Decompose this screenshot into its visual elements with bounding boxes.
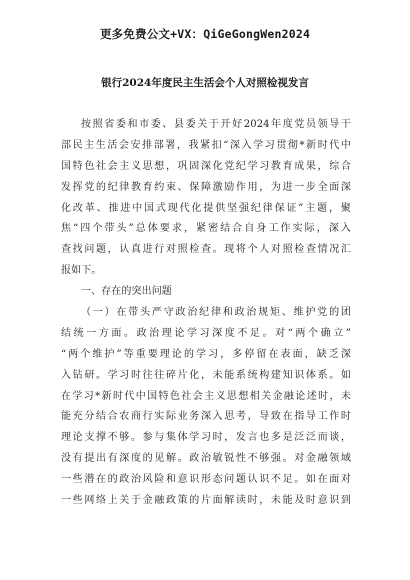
watermark-header: 更多免费公文+VX：QiGeGongWen2024: [99, 27, 311, 41]
body-line: 一些潜在的政治风险和意识形态问题认识不足。如在面对: [61, 474, 351, 486]
body-line: 理论支撑不够。参与集体学习时，发言也多是泛泛而谈，: [61, 432, 351, 444]
body-line: 在学习*新时代中国特色社会主义思想相关金融论述时，未: [61, 390, 351, 402]
body-line: 焦“四个带头”总体要求，紧密结合自身工作实际，深入: [61, 223, 351, 235]
body-line: 化改革、推进中国式现代化提供坚强纪律保证”主题，聚: [61, 202, 351, 214]
body-line: 结统一方面。政治理论学习深度不足。对“两个确立”: [61, 327, 351, 339]
body-line: 按照省委和市委、县委关于开好2024年度党员领导干: [81, 119, 351, 130]
body-line: 一些网络上关于金融政策的片面解读时，未能及时意识到: [61, 495, 351, 507]
body-line: 没有提出有深度的见解。政治敏锐性不够强。对金融领域: [61, 453, 351, 465]
body-line: 能充分结合农商行实际业务深入思考，导致在指导工作时: [61, 411, 351, 423]
body-line: 入钻研。学习时往往碎片化，未能系统构建知识体系。如: [61, 369, 351, 381]
document-body: [61, 115, 351, 512]
body-line: （一）在带头严守政治纪律和政治规矩、维护党的团: [81, 307, 351, 319]
body-line: 查找问题，认真进行对照检查。现将个人对照检查情况汇: [61, 244, 351, 256]
body-line: 部民主生活会安排部署，我紧扣“深入学习贯彻*新时代中: [61, 139, 351, 151]
section-heading: 一、存在的突出问题: [81, 286, 172, 298]
body-line: 国特色社会主义思想，巩固深化党纪学习教育成果，综合: [61, 160, 351, 172]
body-line: 报如下。: [61, 265, 102, 277]
body-line: “两个维护”等重要理论的学习，多停留在表面，缺乏深: [61, 348, 351, 360]
body-line: 发挥党的纪律教育约束、保障激励作用，为进一步全面深: [61, 181, 351, 193]
document-title: 银行2024年度民主生活会个人对照检视发言: [101, 77, 309, 89]
